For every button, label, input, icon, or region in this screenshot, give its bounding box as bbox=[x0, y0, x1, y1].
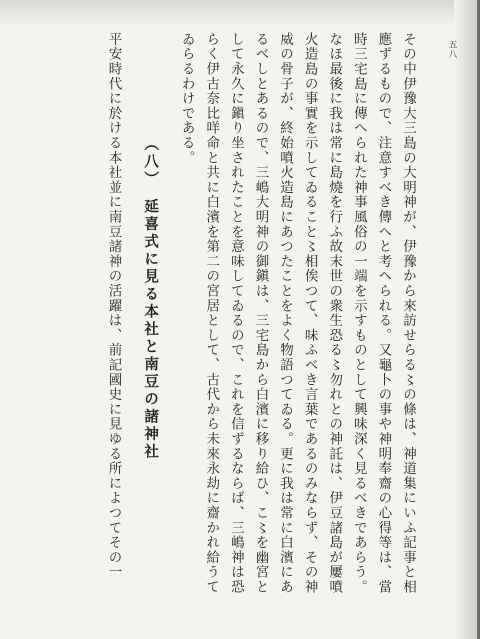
text-line: 平安時代に於ける本社並に南豆諸神の活躍は、前記國史に見ゆる所によつてその一 bbox=[105, 32, 122, 580]
text-line: ゐらるわけである。 bbox=[178, 32, 195, 166]
text-line: その中伊豫大三島の大明神が、伊豫から來訪せらる〻の條は、神道集にいふ記事と相 bbox=[400, 32, 416, 595]
page-edge bbox=[454, 0, 480, 639]
section-heading: （八） 延喜式に見る本社と南豆の諸神社 bbox=[142, 136, 160, 462]
page-number: 五八 bbox=[447, 40, 457, 59]
text-line: 應ずるもので、注意すべき傳へと考へられる。又龜卜の事や神明奉齋の心得等は、當 bbox=[375, 32, 392, 595]
text-line: 威の骨子が、終始噴火造島にあつたことをよく物語つてゐる。更に我は常に白濱にあ bbox=[277, 32, 294, 595]
spacer bbox=[162, 32, 174, 602]
page-top-shadow bbox=[0, 0, 480, 28]
vertical-text-body bbox=[101, 32, 420, 602]
text-line: なほ最後に我は常に島燒を行ふ故末世の衆生恐る〻勿れとの神託は、伊豆諸島が屢噴 bbox=[326, 32, 343, 595]
text-line: して永久に鎭り坐されたことを意味してゐるので、これを信ずるならば、三嶋神は恐 bbox=[227, 32, 244, 595]
text-line: 火造島の事實を示してゐること〻相俟つて、味ふべき言葉であるのみならず、その神 bbox=[301, 32, 318, 595]
text-line: らく伊古奈比咩命と共に白濱を第二の宮居として、古代から未來永劫に齋かれ給うて bbox=[203, 32, 220, 595]
spacer bbox=[125, 32, 137, 602]
text-line: 時三宅島に傳へられた神事風俗の一端を示すものとして興味深く見るべきであらう。 bbox=[350, 32, 367, 595]
text-line: るべしとあるので、三嶋大明神の御鎭は、三宅島から白濱に移り給ひ、こ〻を幽宮と bbox=[252, 32, 269, 595]
